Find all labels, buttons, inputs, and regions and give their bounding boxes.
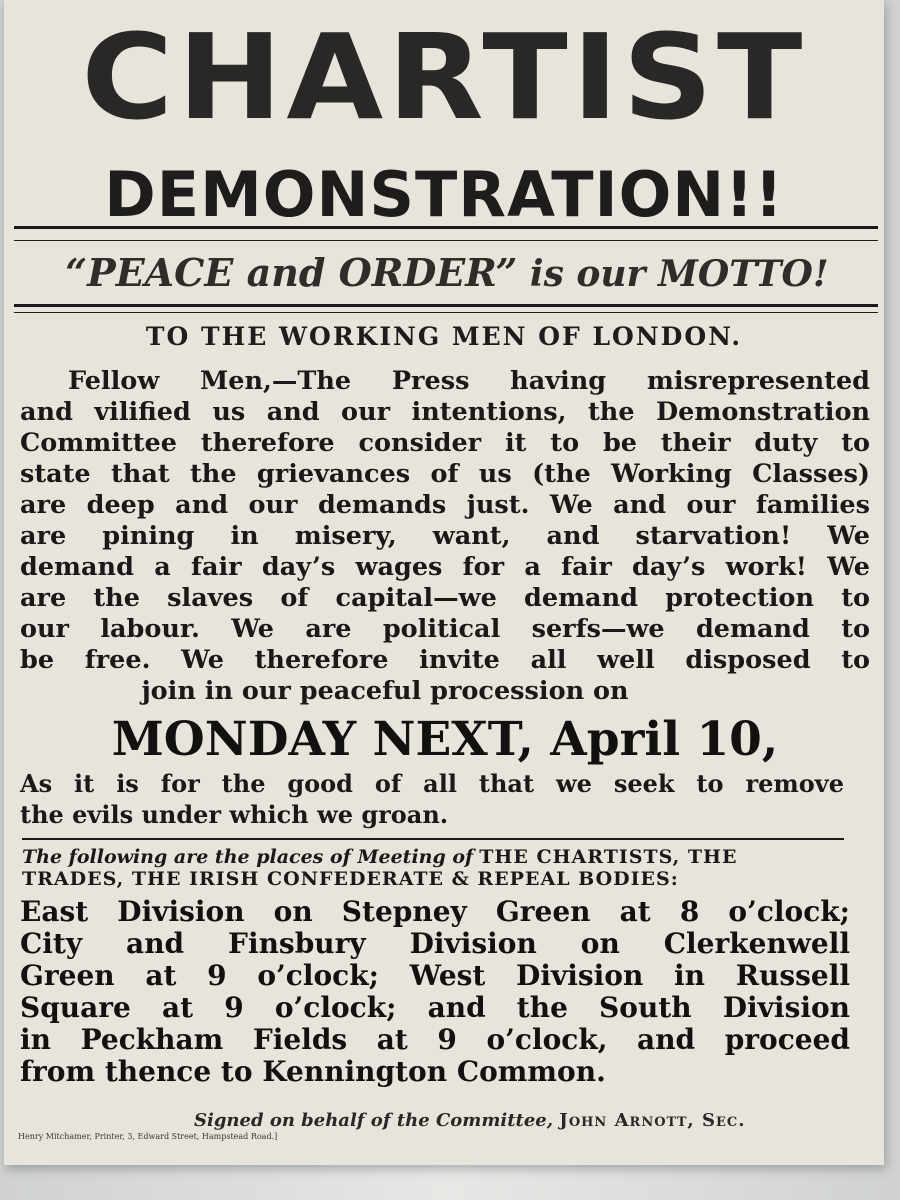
date-headline: MONDAY NEXT, April 10, <box>111 712 779 767</box>
body-line: are the slaves of capital—we demand protection to <box>20 583 870 613</box>
place-line: Square at 9 o’clock; and the South Division <box>20 991 850 1024</box>
body-line: are pining in misery, want, and starvation! We <box>20 521 870 551</box>
signature-line <box>194 1110 844 1131</box>
body-line: join in our peaceful procession on <box>141 676 629 706</box>
place-line: Green at 9 o’clock; West Division in Russell <box>20 959 850 992</box>
after-text <box>20 768 844 830</box>
after-line: the evils under which we groan. <box>20 800 449 829</box>
salutation: TO THE WORKING MEN OF LONDON. <box>145 322 743 351</box>
divider-rule <box>14 240 878 241</box>
place-line: in Peckham Fields at 9 o’clock, and proceed <box>20 1023 850 1056</box>
meeting-places <box>20 896 850 1088</box>
signed-italic: Signed on behalf of the Committee, <box>194 1110 554 1131</box>
body-line: Committee therefore consider it to be their duty to <box>20 428 870 458</box>
body-line: and vilified us and our intentions, the Demonstration <box>20 397 870 427</box>
after-line: As it is for the good of all that we seek to remove <box>20 769 844 798</box>
divider-rule <box>22 838 844 840</box>
body-text <box>20 366 870 707</box>
body-line: Fellow Men,—The Press having misrepresented <box>68 366 870 396</box>
meeting-intro-caps: TRADES, THE IRISH CONFEDERATE & REPEAL BODIES: <box>22 868 679 890</box>
divider-rule <box>14 312 878 313</box>
body-line: state that the grievances of us (the Working Classes) <box>20 459 870 489</box>
divider-rule <box>14 226 878 229</box>
place-line: from thence to Kennington Common. <box>20 1055 606 1088</box>
motto-quote: “PEACE and ORDER” <box>65 250 518 295</box>
meeting-intro-italic: The following are the places of Meeting of <box>22 846 474 868</box>
body-line: are deep and our demands just. We and our families <box>20 490 870 520</box>
poster-title: CHARTIST <box>81 8 807 146</box>
meeting-intro <box>22 846 854 890</box>
printer-imprint: Henry Mitchamer, Printer, 3, Edward Street, Hampstead Road.] <box>18 1132 278 1141</box>
signed-name: John Arnott, Sec. <box>559 1110 746 1131</box>
divider-rule <box>14 304 878 307</box>
meeting-intro-caps: THE CHARTISTS, THE <box>479 846 738 868</box>
motto <box>18 250 876 295</box>
motto-rest: is our MOTTO! <box>529 253 829 295</box>
place-line: City and Finsbury Division on Clerkenwell <box>20 927 850 960</box>
body-line: be free. We therefore invite all well disposed to <box>20 645 870 675</box>
chartist-poster <box>4 0 884 1165</box>
place-line: East Division on Stepney Green at 8 o’clock; <box>20 895 850 928</box>
body-line: demand a fair day’s wages for a fair day’s work! We <box>20 552 870 582</box>
body-line: our labour. We are political serfs—we demand to <box>20 614 870 644</box>
poster-subtitle: DEMONSTRATION!! <box>104 158 784 231</box>
